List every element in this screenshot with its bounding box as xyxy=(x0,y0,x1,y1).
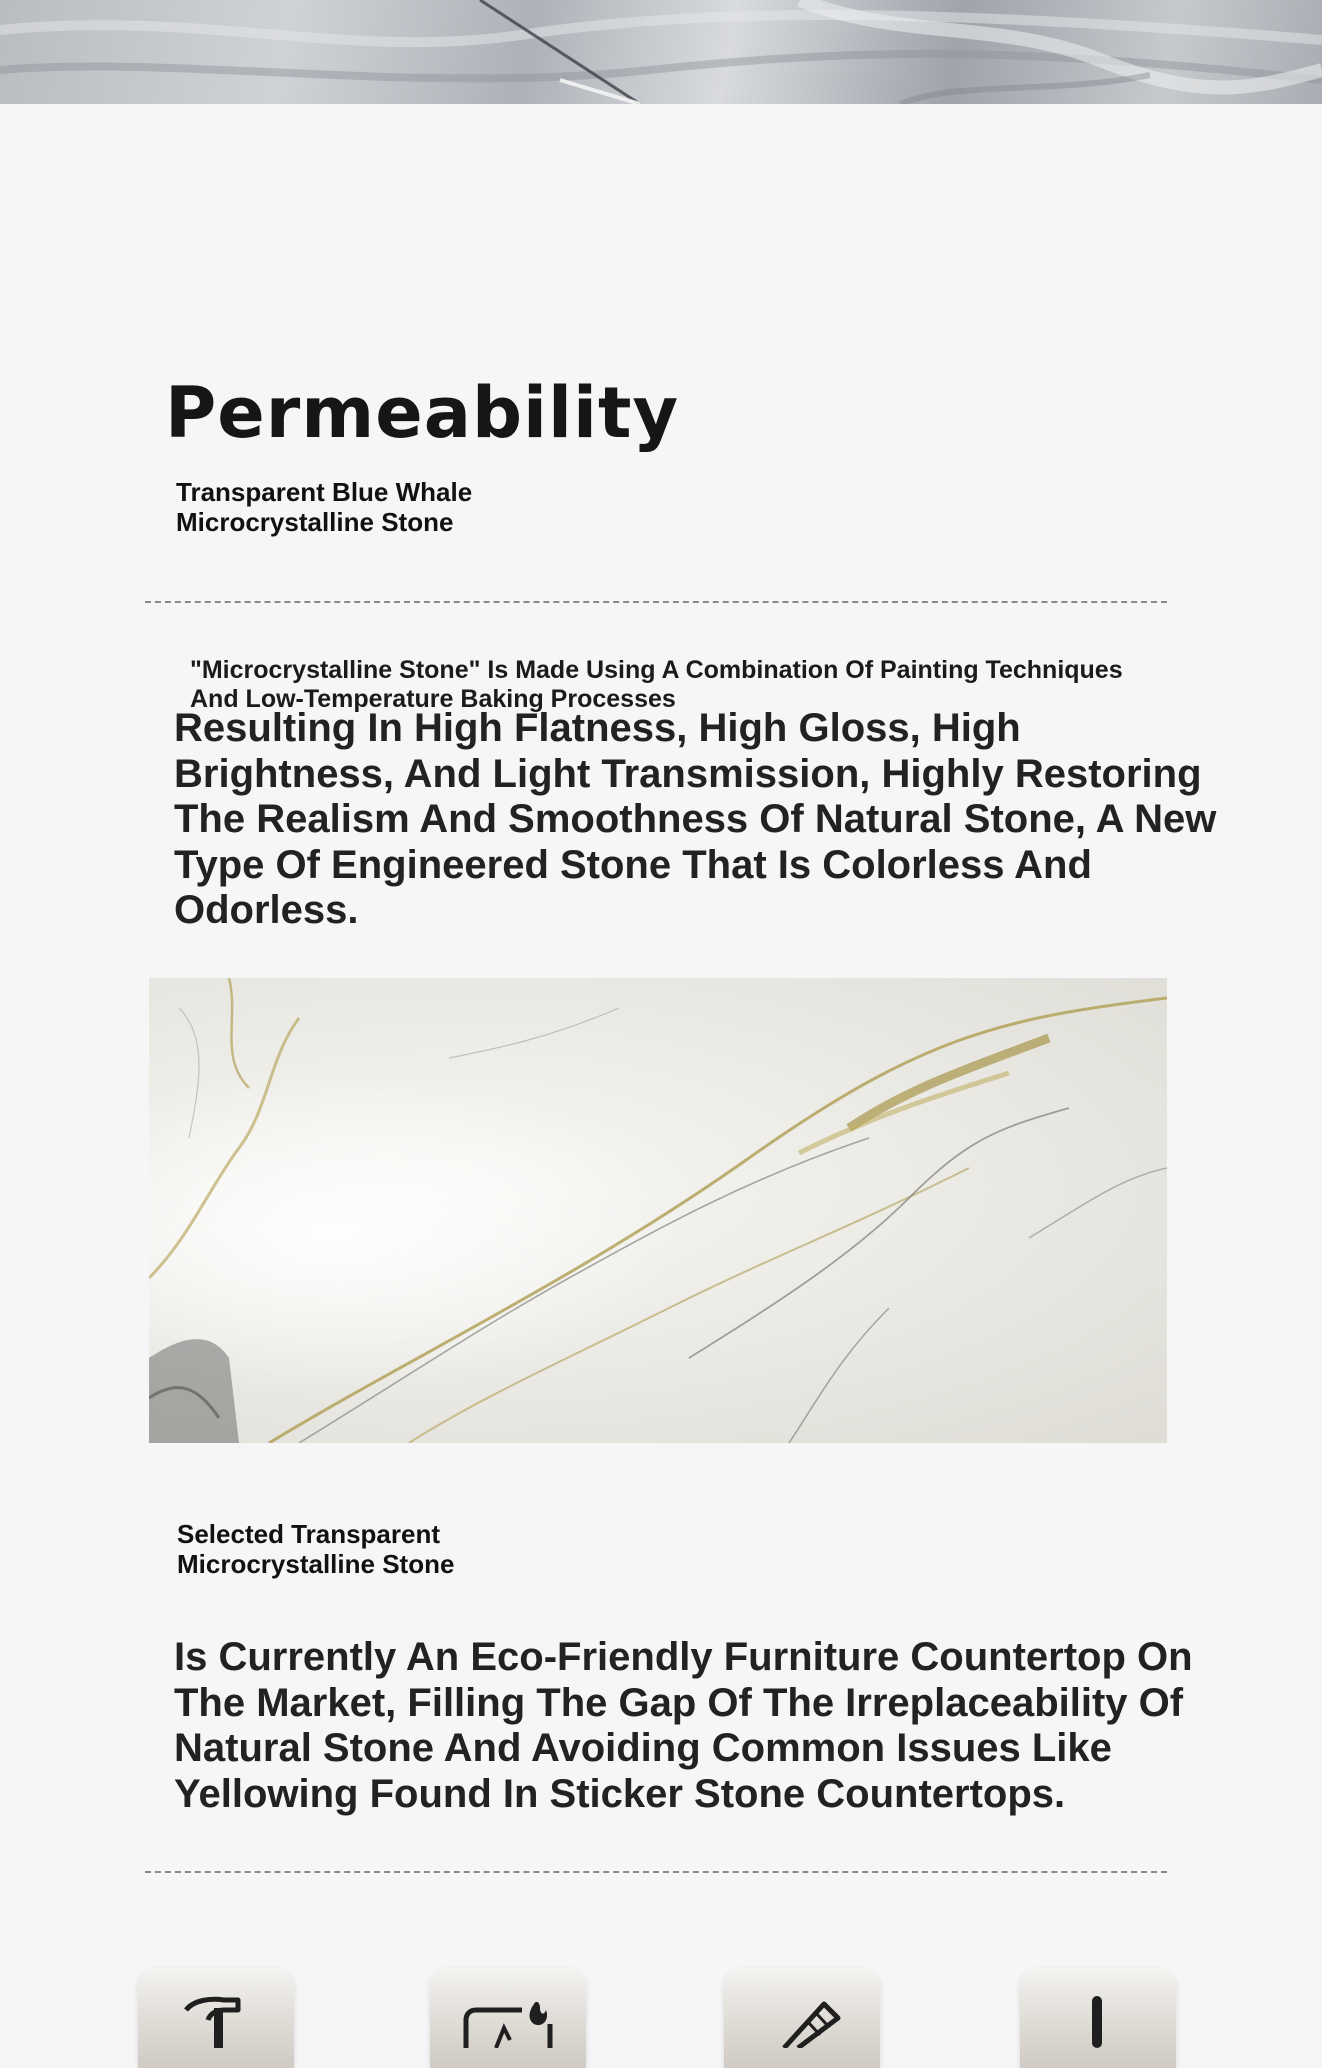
subtitle-line: Selected Transparent xyxy=(177,1519,440,1549)
permeability-body-paragraph xyxy=(174,706,1264,934)
intro-line: "Microcrystalline Stone" Is Made Using A Combination Of Painting Techniques xyxy=(190,656,1123,684)
body-line: Odorless. xyxy=(174,888,359,932)
intro-line: And Low-Temperature Baking Processes xyxy=(190,685,676,713)
body-line: The Realism And Smoothness Of Natural Stone, A New xyxy=(174,797,1217,841)
subtitle-line: Transparent Blue Whale xyxy=(176,477,473,507)
hammer-icon xyxy=(138,1968,294,2068)
dashed-divider xyxy=(145,1871,1167,1873)
dashed-divider xyxy=(145,601,1167,603)
body-line: Yellowing Found In Sticker Stone Countertops. xyxy=(174,1771,1066,1816)
section-title-permeability: Permeability xyxy=(165,372,680,454)
body-line: Brightness, And Light Transmission, Highly Restoring xyxy=(174,751,1202,796)
body-line: The Market, Filling The Gap Of The Irreplaceability Of xyxy=(174,1680,1184,1725)
subtitle-line: Microcrystalline Stone xyxy=(176,507,454,537)
feature-icon-row xyxy=(0,1968,1322,2048)
marble-slab-image xyxy=(149,978,1167,1443)
bar-rod-icon xyxy=(1020,1968,1176,2068)
stone-banner-image xyxy=(0,0,1322,104)
selected-body-paragraph xyxy=(174,1635,1264,1817)
body-line: Type Of Engineered Stone That Is Colorless And xyxy=(174,842,1092,887)
body-line: Natural Stone And Avoiding Common Issues Like xyxy=(174,1726,1112,1770)
selected-subtitle xyxy=(177,1519,454,1579)
subtitle-line: Microcrystalline Stone xyxy=(177,1549,455,1579)
heat-resistant-board-icon xyxy=(430,1968,586,2068)
body-line: Is Currently An Eco-Friendly Furniture Countertop On xyxy=(174,1635,1193,1679)
body-line: Resulting In High Flatness, High Gloss, High xyxy=(174,706,1021,750)
permeability-subtitle xyxy=(176,477,472,537)
pencil-scratch-icon xyxy=(724,1968,880,2068)
